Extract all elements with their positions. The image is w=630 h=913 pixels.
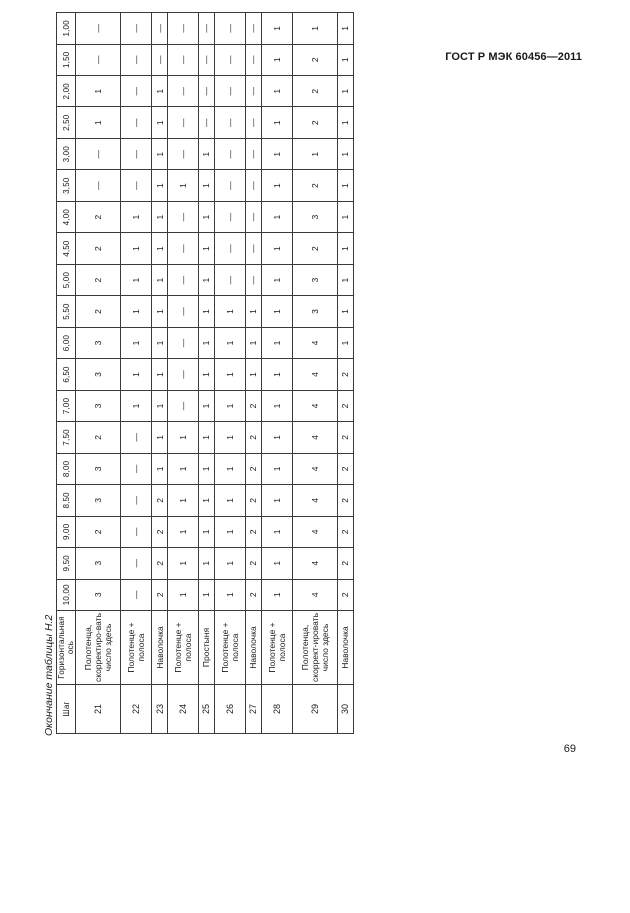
value-cell: 3 (76, 548, 121, 579)
value-cell: — (214, 233, 245, 264)
value-cell: 2 (337, 579, 353, 610)
value-cell: 4 (292, 359, 337, 390)
value-cell: 2 (292, 44, 337, 75)
step-cell: 28 (261, 685, 292, 734)
table-row (121, 13, 152, 734)
table-row (76, 13, 121, 734)
value-cell: 1 (261, 201, 292, 232)
step-cell: 29 (292, 685, 337, 734)
value-cell: 2 (245, 485, 261, 516)
value-cell: 1 (214, 516, 245, 547)
value-cell: 1 (168, 422, 199, 453)
value-cell: — (245, 264, 261, 295)
axis-cell: Полотенца, скорректиро-вать число здесь (76, 611, 121, 685)
value-cell: 1 (337, 107, 353, 138)
value-cell: — (168, 13, 199, 44)
value-cell: — (214, 76, 245, 107)
header-value: 2,00 (57, 76, 76, 107)
header-value: 9,00 (57, 516, 76, 547)
value-cell: 1 (168, 485, 199, 516)
value-cell: 2 (245, 516, 261, 547)
value-cell: 1 (198, 453, 214, 484)
value-cell: — (168, 296, 199, 327)
value-cell: 1 (121, 359, 152, 390)
value-cell: 1 (168, 170, 199, 201)
table-caption: Окончание таблицы Н.2 (43, 614, 55, 736)
value-cell: 4 (292, 516, 337, 547)
rotated-table-container (56, 20, 354, 734)
value-cell: 2 (245, 390, 261, 421)
table-row (214, 13, 245, 734)
value-cell: 1 (198, 390, 214, 421)
value-cell: 3 (292, 264, 337, 295)
value-cell: — (168, 359, 199, 390)
value-cell: 4 (292, 485, 337, 516)
value-cell: 1 (152, 422, 168, 453)
header-value: 1,00 (57, 13, 76, 44)
value-cell: 1 (76, 76, 121, 107)
header-value: 7,50 (57, 422, 76, 453)
value-cell: 1 (152, 233, 168, 264)
value-cell: 2 (152, 516, 168, 547)
value-cell: — (121, 107, 152, 138)
table-row (292, 13, 337, 734)
value-cell: — (168, 264, 199, 295)
value-cell: — (168, 76, 199, 107)
value-cell: 1 (152, 107, 168, 138)
value-cell: 1 (337, 76, 353, 107)
value-cell: 1 (261, 548, 292, 579)
value-cell: 1 (214, 485, 245, 516)
value-cell: 2 (337, 453, 353, 484)
value-cell: 1 (76, 107, 121, 138)
value-cell: 1 (337, 327, 353, 358)
value-cell: 1 (121, 327, 152, 358)
value-cell: 1 (214, 579, 245, 610)
value-cell: 1 (152, 296, 168, 327)
value-cell: — (214, 138, 245, 169)
value-cell: 4 (292, 579, 337, 610)
header-value: 7,00 (57, 390, 76, 421)
page-number: 69 (563, 743, 576, 755)
value-cell: 1 (198, 548, 214, 579)
header-value: 9,50 (57, 548, 76, 579)
step-cell: 21 (76, 685, 121, 734)
value-cell: 1 (261, 233, 292, 264)
value-cell: 2 (76, 296, 121, 327)
value-cell: 1 (152, 138, 168, 169)
header-step: Шаг (57, 685, 76, 734)
value-cell: 2 (152, 485, 168, 516)
value-cell: 1 (214, 548, 245, 579)
value-cell: 1 (337, 44, 353, 75)
value-cell: 3 (76, 390, 121, 421)
value-cell: 3 (292, 201, 337, 232)
value-cell: 2 (337, 390, 353, 421)
value-cell: — (121, 422, 152, 453)
value-cell: — (245, 233, 261, 264)
axis-cell: Наволочка (152, 611, 168, 685)
value-cell: — (168, 107, 199, 138)
value-cell: — (245, 107, 261, 138)
value-cell: 2 (245, 453, 261, 484)
value-cell: — (245, 44, 261, 75)
value-cell: — (168, 44, 199, 75)
value-cell: 1 (292, 13, 337, 44)
header-value: 3,00 (57, 138, 76, 169)
value-cell: — (121, 485, 152, 516)
value-cell: 1 (152, 359, 168, 390)
value-cell: — (168, 390, 199, 421)
value-cell: 1 (214, 422, 245, 453)
value-cell: 3 (76, 579, 121, 610)
header-value: 6,00 (57, 327, 76, 358)
header-value: 3,50 (57, 170, 76, 201)
value-cell: — (121, 44, 152, 75)
table-row (198, 13, 214, 734)
value-cell: — (198, 13, 214, 44)
value-cell: 1 (152, 327, 168, 358)
axis-cell: Полотенца, скоррект-ировать число здесь (292, 611, 337, 685)
value-cell: 2 (76, 201, 121, 232)
value-cell: — (76, 170, 121, 201)
header-value: 5,50 (57, 296, 76, 327)
value-cell: 1 (337, 13, 353, 44)
step-cell: 22 (121, 685, 152, 734)
value-cell: — (245, 170, 261, 201)
value-cell: — (198, 44, 214, 75)
step-cell: 27 (245, 685, 261, 734)
value-cell: 2 (292, 107, 337, 138)
value-cell: — (121, 453, 152, 484)
value-cell: — (152, 44, 168, 75)
value-cell: — (214, 201, 245, 232)
value-cell: — (121, 170, 152, 201)
step-cell: 23 (152, 685, 168, 734)
header-value: 4,00 (57, 201, 76, 232)
value-cell: — (245, 138, 261, 169)
axis-cell: Простыня (198, 611, 214, 685)
value-cell: — (214, 13, 245, 44)
value-cell: 1 (261, 579, 292, 610)
value-cell: 1 (152, 264, 168, 295)
value-cell: 1 (261, 327, 292, 358)
header-value: 4,50 (57, 233, 76, 264)
value-cell: — (168, 201, 199, 232)
value-cell: 1 (121, 390, 152, 421)
value-cell: 1 (198, 170, 214, 201)
value-cell: 3 (292, 296, 337, 327)
value-cell: 3 (76, 327, 121, 358)
step-cell: 30 (337, 685, 353, 734)
standard-header: ГОСТ Р МЭК 60456—2011 (445, 51, 582, 63)
value-cell: 1 (152, 76, 168, 107)
value-cell: 1 (261, 264, 292, 295)
value-cell: 1 (121, 201, 152, 232)
value-cell: 1 (261, 76, 292, 107)
value-cell: 1 (214, 453, 245, 484)
table-row (337, 13, 353, 734)
value-cell: 1 (337, 233, 353, 264)
axis-cell: Наволочка (245, 611, 261, 685)
value-cell: 2 (245, 422, 261, 453)
value-cell: 2 (245, 579, 261, 610)
value-cell: 1 (214, 359, 245, 390)
value-cell: 1 (198, 264, 214, 295)
value-cell: 2 (76, 422, 121, 453)
axis-cell: Полотенце + полоса (168, 611, 199, 685)
header-value: 8,00 (57, 453, 76, 484)
value-cell: 1 (261, 170, 292, 201)
value-cell: 2 (337, 516, 353, 547)
value-cell: 2 (337, 359, 353, 390)
value-cell: 2 (152, 548, 168, 579)
value-cell: 1 (168, 548, 199, 579)
value-cell: — (76, 44, 121, 75)
value-cell: — (76, 13, 121, 44)
header-value: 5,00 (57, 264, 76, 295)
value-cell: — (168, 138, 199, 169)
value-cell: — (152, 13, 168, 44)
value-cell: 1 (121, 233, 152, 264)
value-cell: 1 (214, 296, 245, 327)
value-cell: — (198, 107, 214, 138)
value-cell: 1 (152, 390, 168, 421)
value-cell: 1 (214, 327, 245, 358)
value-cell: 3 (76, 359, 121, 390)
value-cell: — (121, 516, 152, 547)
value-cell: 1 (261, 453, 292, 484)
header-value: 1,50 (57, 44, 76, 75)
value-cell: 1 (261, 107, 292, 138)
value-cell: — (168, 233, 199, 264)
axis-cell: Полотенце + полоса (261, 611, 292, 685)
value-cell: 1 (261, 44, 292, 75)
table-row (261, 13, 292, 734)
header-horizontal-axis: Горизонтальная ось (57, 611, 76, 685)
value-cell: 1 (214, 390, 245, 421)
value-cell: 1 (198, 422, 214, 453)
value-cell: 1 (198, 359, 214, 390)
value-cell: 1 (292, 138, 337, 169)
value-cell: 1 (121, 296, 152, 327)
value-cell: 1 (261, 485, 292, 516)
value-cell: — (245, 76, 261, 107)
value-cell: — (121, 138, 152, 169)
value-cell: 1 (152, 201, 168, 232)
step-cell: 26 (214, 685, 245, 734)
table-header-row (57, 13, 76, 734)
value-cell: 1 (152, 170, 168, 201)
header-value: 10,00 (57, 579, 76, 610)
value-cell: 1 (198, 138, 214, 169)
value-cell: 1 (198, 516, 214, 547)
value-cell: 1 (121, 264, 152, 295)
value-cell: 1 (198, 327, 214, 358)
value-cell: 2 (337, 548, 353, 579)
value-cell: 2 (76, 264, 121, 295)
table-row (245, 13, 261, 734)
header-value: 6,50 (57, 359, 76, 390)
value-cell: 2 (152, 579, 168, 610)
value-cell: — (214, 170, 245, 201)
value-cell: 1 (337, 170, 353, 201)
value-cell: — (121, 13, 152, 44)
table-row (168, 13, 199, 734)
header-value: 8,50 (57, 485, 76, 516)
value-cell: 1 (337, 201, 353, 232)
value-cell: 1 (168, 579, 199, 610)
value-cell: 2 (292, 233, 337, 264)
value-cell: 2 (76, 516, 121, 547)
value-cell: 1 (245, 359, 261, 390)
value-cell: 4 (292, 390, 337, 421)
value-cell: 1 (198, 296, 214, 327)
value-cell: 1 (245, 296, 261, 327)
value-cell: 4 (292, 453, 337, 484)
value-cell: 2 (292, 170, 337, 201)
axis-cell: Полотенце + полоса (214, 611, 245, 685)
value-cell: — (76, 138, 121, 169)
value-cell: 1 (337, 138, 353, 169)
value-cell: 1 (245, 327, 261, 358)
value-cell: 2 (292, 76, 337, 107)
value-cell: — (245, 201, 261, 232)
data-table (56, 12, 354, 734)
value-cell: 3 (76, 453, 121, 484)
value-cell: 4 (292, 327, 337, 358)
value-cell: 2 (337, 422, 353, 453)
value-cell: — (121, 579, 152, 610)
step-cell: 24 (168, 685, 199, 734)
value-cell: 3 (76, 485, 121, 516)
value-cell: — (245, 13, 261, 44)
value-cell: 1 (198, 485, 214, 516)
axis-cell: Наволочка (337, 611, 353, 685)
value-cell: 1 (152, 453, 168, 484)
value-cell: 1 (168, 516, 199, 547)
value-cell: 1 (261, 390, 292, 421)
value-cell: 1 (198, 233, 214, 264)
value-cell: 2 (76, 233, 121, 264)
value-cell: — (121, 548, 152, 579)
value-cell: 4 (292, 422, 337, 453)
value-cell: 1 (261, 359, 292, 390)
value-cell: 1 (198, 579, 214, 610)
value-cell: 1 (337, 296, 353, 327)
value-cell: 1 (261, 138, 292, 169)
value-cell: — (214, 264, 245, 295)
value-cell: 1 (261, 422, 292, 453)
value-cell: 4 (292, 548, 337, 579)
value-cell: 1 (198, 201, 214, 232)
value-cell: 2 (337, 485, 353, 516)
table-row (152, 13, 168, 734)
value-cell: — (214, 44, 245, 75)
value-cell: — (198, 76, 214, 107)
value-cell: — (121, 76, 152, 107)
value-cell: 2 (245, 548, 261, 579)
header-value: 2,50 (57, 107, 76, 138)
step-cell: 25 (198, 685, 214, 734)
value-cell: — (168, 327, 199, 358)
value-cell: 1 (261, 296, 292, 327)
axis-cell: Полотенце + полоса (121, 611, 152, 685)
value-cell: 1 (261, 13, 292, 44)
value-cell: 1 (261, 516, 292, 547)
value-cell: 1 (337, 264, 353, 295)
value-cell: — (214, 107, 245, 138)
value-cell: 1 (168, 453, 199, 484)
